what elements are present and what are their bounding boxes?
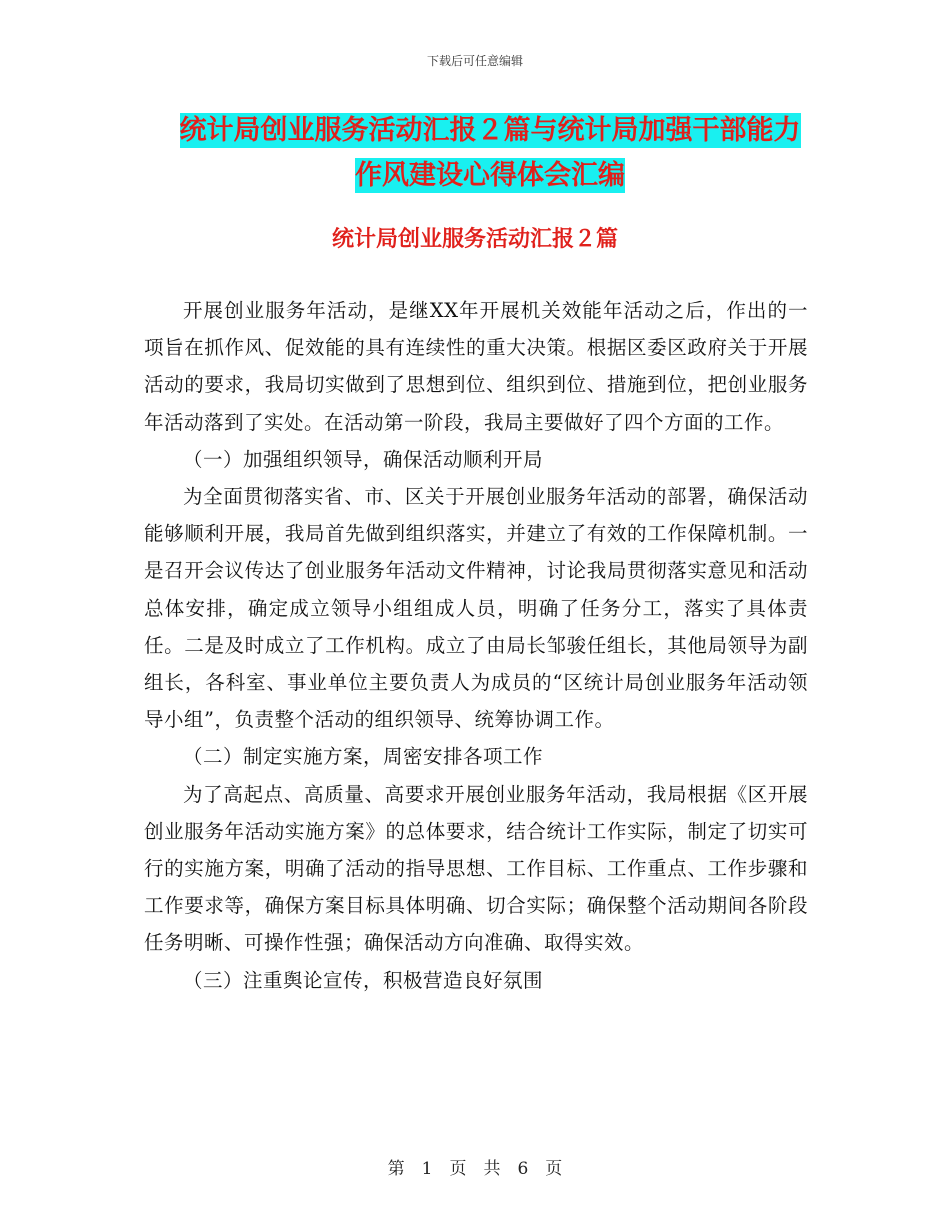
subheading: （三）注重舆论宣传，积极营造良好氛围 [183, 968, 544, 992]
subheading: （一）加强组织领导，确保活动顺利开局 [183, 447, 544, 471]
page-footer: 第 1 页 共 6 页 [387, 1159, 563, 1179]
header-note: 下载后可任意编辑 [426, 54, 523, 68]
paragraph: 为全面贯彻落实省、市、区关于开展创业服务年活动的部署，确保活动能够顺利开展，我局首先做到组织落实，并建立了有效的工作保障机制。一是召开会议传达了创业服务年活动文件精神，讨论我局贯彻落实意见和活动总体安排，确定成立领导小组组成人员，明确了任务分工，落实了具体责任。二是及时成立了工作机构。成立了由局长邹骏任组长，其他局领导为副组长，各科室、事业单位主要负责人为成员的“区统计局创业服务年活动领导小组”，负责整个活动的组织领导、统筹协调工作。 [144, 485, 808, 732]
document-body [144, 292, 808, 999]
subheading: （二）制定实施方案，周密安排各项工作 [183, 745, 544, 769]
title-line-2: 作风建设心得体会汇编 [355, 160, 625, 191]
paragraph: 为了高起点、高质量、高要求开展创业服务年活动，我局根据《区开展创业服务年活动实施方案》的总体要求，结合统计工作实际，制定了切实可行的实施方案，明确了活动的指导思想、工作目标、工作重点、工作步骤和工作要求等，确保方案目标具体明确、切合实际；确保整个活动期间各阶段任务明晰、可操作性强；确保活动方向准确、取得实效。 [144, 782, 808, 955]
document-title [145, 108, 835, 198]
title-line-1: 统计局创业服务活动汇报２篇与统计局加强干部能力 [179, 115, 801, 146]
section-title: 统计局创业服务活动汇报２篇 [331, 227, 618, 252]
paragraph: 开展创业服务年活动，是继XX年开展机关效能年活动之后，作出的一项旨在抓作风、促效能的具有连续性的重大决策。根据区委区政府关于开展活动的要求，我局切实做到了思想到位、组织到位、措施到位，把创业服务年活动落到了实处。在活动第一阶段，我局主要做好了四个方面的工作。 [144, 299, 808, 434]
